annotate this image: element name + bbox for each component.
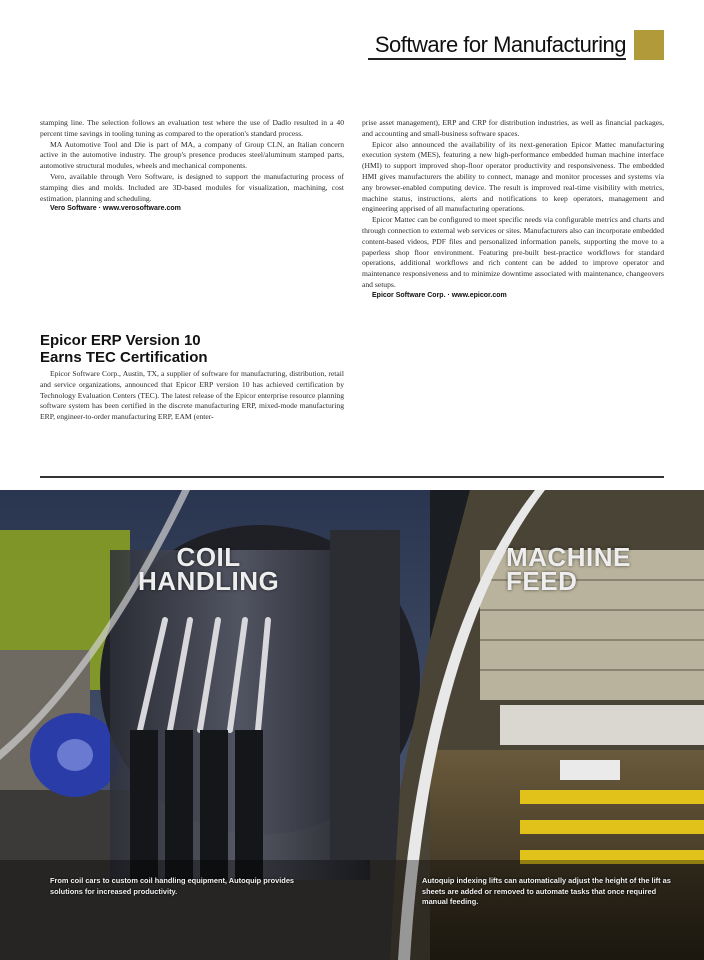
title-line: FEED: [506, 566, 578, 596]
title-line: MACHINE: [506, 542, 631, 572]
section-divider: [40, 476, 664, 478]
paragraph: Epicor Mattec can be configured to meet specific needs via configurable metrics and charts and through connection to external web services or sites. Manufacturers also can incorporate embedded content-based videos, PDF files and personalized information panels, supporting the move to a paperless shop floor environment. Featuring pre-built best-practice workflows for standard operations, additional workflows and rich content can be added to improve operator and maintenance responsiveness and to minimize downtime associated with maintenance, changeovers and setups.: [362, 215, 664, 289]
paragraph: Epicor Software Corp., Austin, TX, a supplier of software for manufacturing, distribution, retail and service organizations, announced that Epicor ERP version 10 has achieved certification by Technology Evaluation Centers (TEC). The latest release of the Epicor enterprise resource planning software system has been certified in the discrete manufacturing ERP, mixed-mode manufacturing ERP, engineer-to-order manufacturing ERP, EAM (enter-: [40, 369, 344, 422]
headline-line: Earns TEC Certification: [40, 349, 208, 366]
left-column: [40, 118, 344, 215]
paragraph: stamping line. The selection follows an evaluation test where the use of Dadlo resulted in a 40 percent time savings in tooling tuning as compared to the operation's standard process.: [40, 118, 344, 138]
source-credit[interactable]: Vero Software · www.verosoftware.com: [50, 205, 181, 213]
machine-feed-caption: Autoquip indexing lifts can automatically adjust the height of the lift as sheets are added or removed to automate tasks that once required manual feeding.: [422, 876, 671, 906]
title-line: HANDLING: [138, 566, 280, 596]
header-accent-block: [634, 30, 664, 60]
article-body: [40, 369, 344, 423]
header-rule: [368, 58, 626, 60]
coil-handling-caption: From coil cars to custom coil handling equipment, Autoquip provides solutions for increased productivity.: [50, 876, 295, 896]
section-title: Software for Manufacturing: [374, 32, 626, 57]
coil-handling-title: [138, 542, 280, 596]
machine-feed-title: [506, 542, 631, 596]
title-line: COIL: [176, 542, 241, 572]
article-headline: [40, 332, 344, 366]
right-column: [362, 118, 664, 302]
section-header: [350, 30, 664, 60]
source-credit[interactable]: Epicor Software Corp. · www.epicor.com: [372, 291, 507, 299]
paragraph: Epicor also announced the availability of its next-generation Epicor Mattec manufacturing execution system (MES), featuring a new high-performance embedded human machine interface (HMI) to support improved shop-floor operator productivity and responsiveness. The embedded HMI gives manufacturers the ability to connect, manage and monitor processes and systems via any browser-enabled computing device. The result is improved real-time visibility with metrics, machine status, instructions, alerts and notifications to keep operators, management and engineering apprised of all manufacturing operations.: [362, 139, 664, 214]
paragraph: MA Automotive Tool and Die is part of MA, a company of Group CLN, an Italian concern active in the automotive industry. The group's presence produces steel/aluminum stamped parts, automotive structural modules, wheels and mechanical components.: [40, 139, 344, 171]
paragraph: prise asset management), ERP and CRP for distribution industries, as well as financial packages, and accounting and small-business software spaces.: [362, 118, 664, 138]
paragraph: Vero, available through Vero Software, is designed to support the manufacturing process of stamping dies and molds. Included are 3D-based modules for visualization, machining, cost estimation, planning and scheduling.: [40, 171, 344, 203]
headline-line: Epicor ERP Version 10: [40, 332, 201, 349]
